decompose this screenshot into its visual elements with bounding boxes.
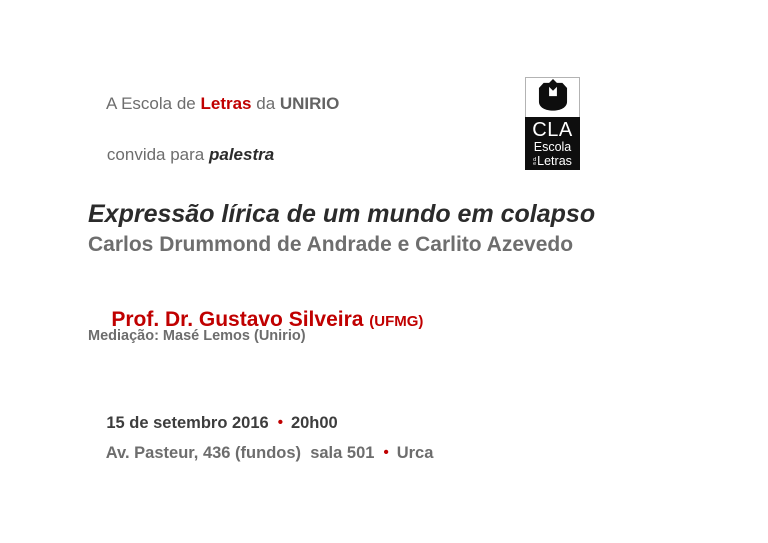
logo-letters-word: Letras [537, 153, 572, 168]
logo-text-box [525, 117, 580, 170]
intro-line-1 [88, 78, 339, 129]
logo-letters-row [533, 155, 572, 168]
event-address: Av. Pasteur, 436 (fundos) sala 501 [105, 443, 375, 462]
event-time: 20h00 [290, 413, 338, 432]
address-line [88, 428, 433, 478]
event-date: 15 de setembro 2016 [106, 413, 269, 432]
intro-line1-highlight: Letras [200, 94, 252, 113]
unirio-symbol-box [525, 77, 580, 117]
intro-line1-org: UNIRIO [279, 94, 340, 113]
event-neighborhood: Urca [396, 443, 434, 462]
event-subtitle: Carlos Drummond de Andrade e Carlito Azevedo [88, 233, 574, 256]
intro-line-2 [88, 129, 274, 180]
logo-school-word: Escola [533, 140, 572, 155]
intro-line1-mid: da [251, 94, 280, 113]
speaker-name: Prof. Dr. Gustavo Silveira [111, 308, 370, 331]
speaker-affiliation: (UFMG) [369, 313, 424, 330]
bullet-icon: • [277, 413, 283, 431]
event-title: Expressão lírica de um mundo em colapso [88, 200, 596, 228]
logo-acronym: CLA [532, 119, 573, 142]
bullet-icon: • [383, 443, 389, 461]
intro-line2-pre: convida para [106, 145, 209, 164]
mediation-line: Mediação: Masé Lemos (Unirio) [88, 328, 306, 344]
cla-logo [525, 77, 580, 170]
logo-de-small: d e [533, 156, 537, 168]
unirio-symbol-icon [533, 79, 573, 116]
intro-line1-pre: A Escola de [105, 94, 201, 113]
intro-line2-highlight: palestra [208, 145, 275, 164]
